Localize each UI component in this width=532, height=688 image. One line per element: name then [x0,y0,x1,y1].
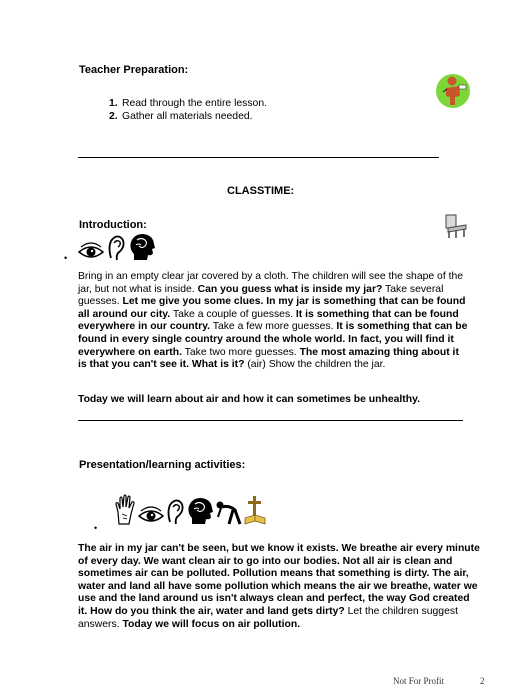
introduction-heading: Introduction: [79,219,147,231]
school-desk-icon [444,213,468,239]
intro-bullet: • [64,253,68,263]
ear-icon [106,234,126,262]
footer-note: Not For Profit [393,676,445,686]
head-profile-icon [128,232,156,262]
stretching-figure-icon [215,496,243,526]
teacher-prep-heading: Teacher Preparation: [79,64,189,76]
eye-icon [78,242,104,262]
divider [78,420,463,421]
classtime-heading: CLASSTIME: [227,185,295,197]
divider [78,157,439,158]
ear-icon [165,498,185,526]
teacher-figure-icon [433,72,473,110]
introduction-closing: Today we will learn about air and how it can sometimes be unhealthy. [78,394,420,405]
prep-item-2: 2. Gather all materials needed. [109,111,253,122]
presentation-paragraph: The air in my jar can't be seen, but we know it exists. We breathe air every minute of every day. We want clean air to go into our bodies. Not all air is clean and sometimes air can be polluted. Pollution means that something is dirty. The air, water and land all have some pollution which means the air we breathe, water we use and the land around us isn't always clean and perfect, the way God created it. How do you think the air, water and land gets dirty? Let the children suggest answers. Today we will focus on air pollution. [78,543,480,630]
hand-icon [113,494,137,526]
cross-bible-icon [244,494,266,526]
eye-icon [138,506,164,526]
presentation-bullet: • [94,523,98,533]
page-number: 2 [480,676,485,686]
head-profile-icon [186,496,214,526]
presentation-heading: Presentation/learning activities: [79,459,246,471]
intro-icon-row [78,232,156,262]
introduction-paragraph: Bring in an empty clear jar covered by a cloth. The children will see the shape of the jar, but not what is inside. Can you guess what is inside my jar? Take several guesses. Let me give you some clues. In my jar is something that can be found all around our city. Take a couple of guesses. It is something that can be found everywhere in our country. Take a few more guesses. It is something that can be found in every single country around the whole world. In fact, you will find it everywhere on earth. Take two more guesses. The most amazing thing about it is that you can't see it. What is it? (air) Show the children the jar. [78,271,468,371]
prep-item-1: 1. Read through the entire lesson. [109,98,267,109]
presentation-icon-row [113,494,266,526]
